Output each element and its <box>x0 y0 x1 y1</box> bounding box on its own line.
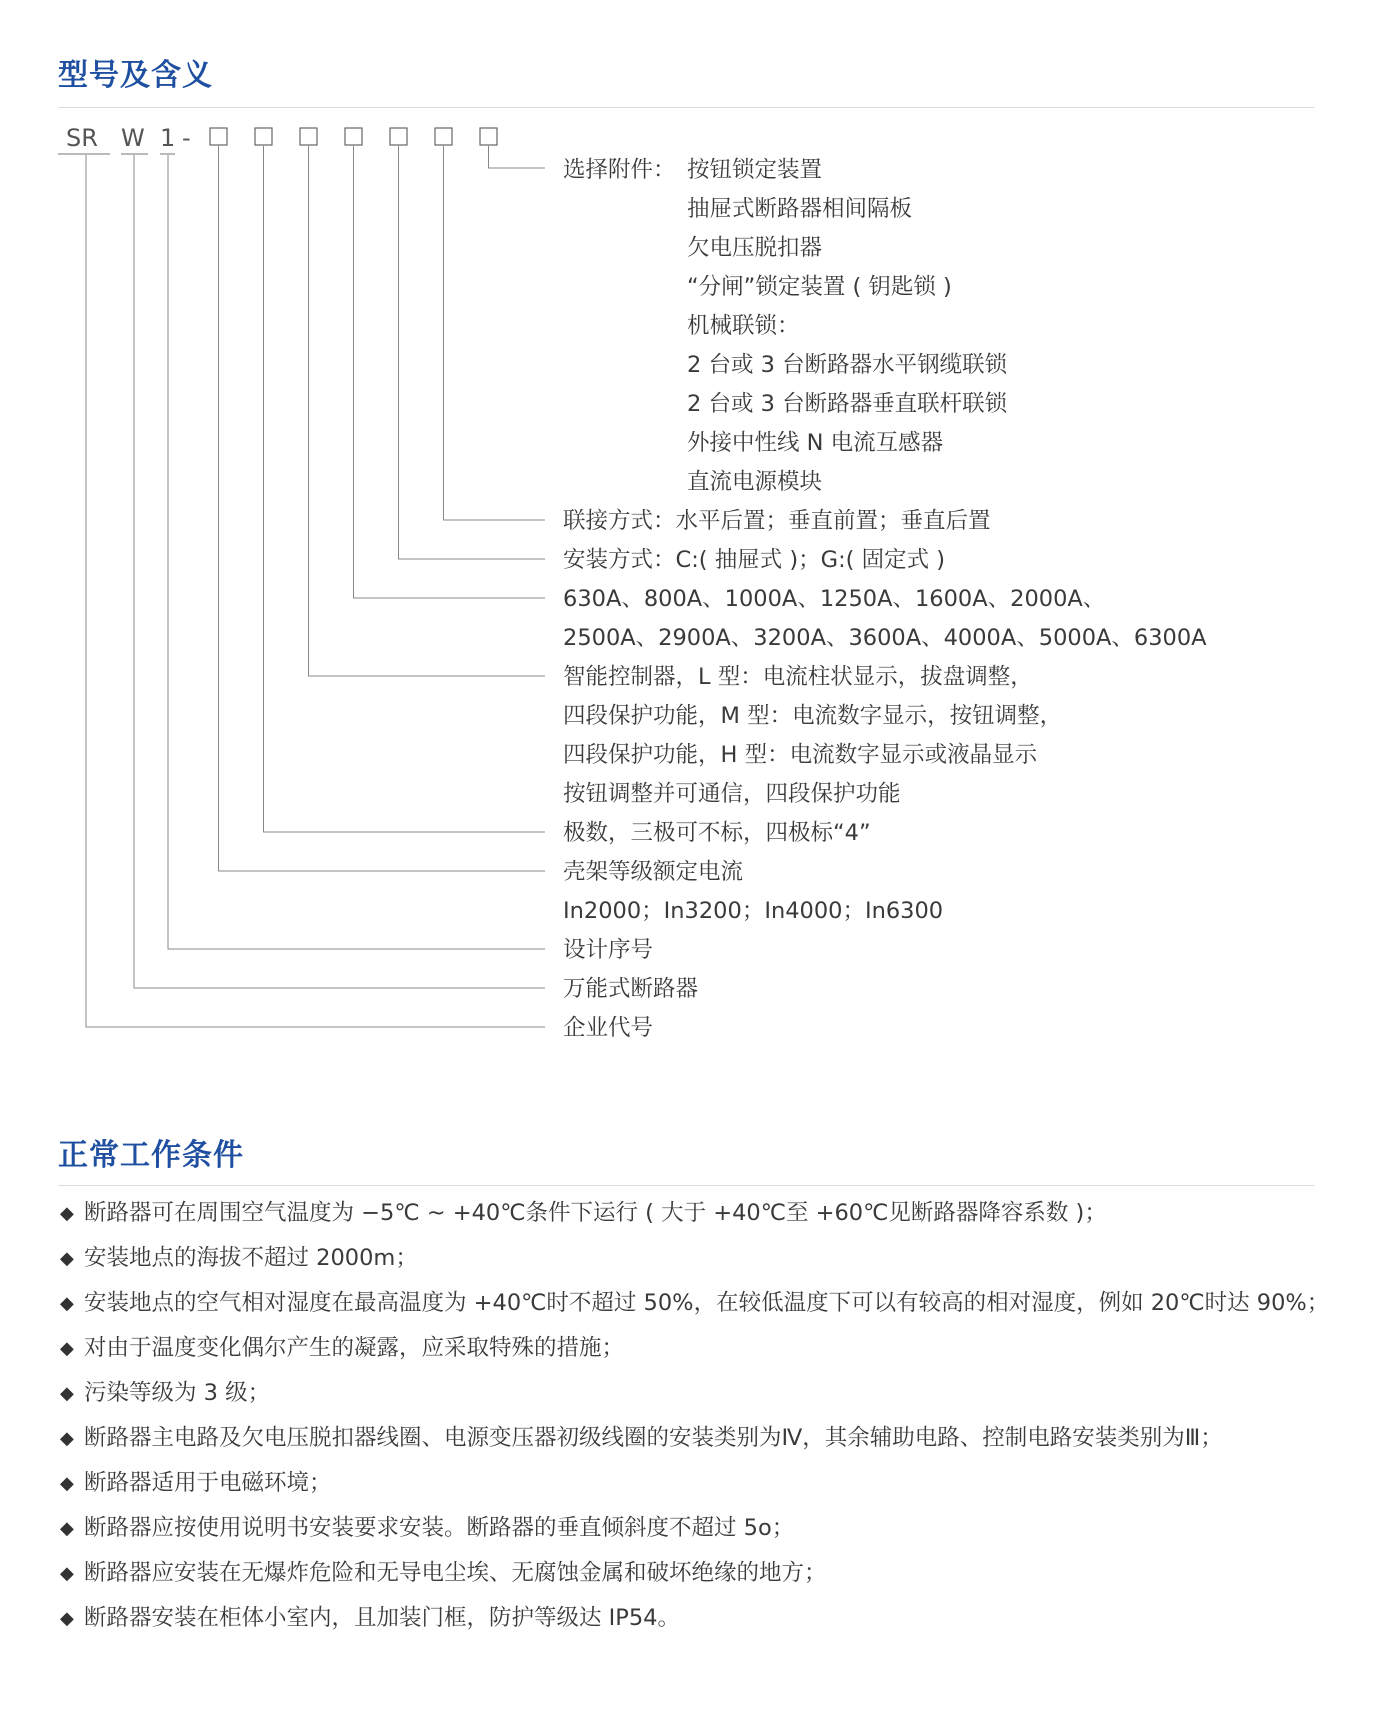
connector-line <box>309 146 546 676</box>
controller-line: 按钮调整并可通信，四段保护功能 <box>563 781 901 807</box>
code-box <box>390 128 407 145</box>
code-box <box>480 128 497 145</box>
frame-current-line: In2000；In3200；In4000；In6300 <box>563 898 944 924</box>
code-box <box>435 128 452 145</box>
diamond-bullet-icon: ◆ <box>60 1563 74 1584</box>
rated-current-line: 2500A、2900A、3200A、3600A、4000A、5000A、6300A <box>563 625 1207 651</box>
diamond-bullet-icon: ◆ <box>60 1203 74 1224</box>
code-prefix-w: W <box>121 124 145 152</box>
connector-line <box>444 146 546 520</box>
accessory-line: 直流电源模块 <box>687 469 823 495</box>
condition-item <box>60 1556 1330 1591</box>
diamond-bullet-icon: ◆ <box>60 1608 74 1629</box>
connector-line <box>168 155 545 949</box>
conditions-list <box>60 1196 1330 1646</box>
condition-text: 断路器应按使用说明书安装要求安装。断路器的垂直倾斜度不超过 5o； <box>84 1515 795 1541</box>
accessory-line: 机械联锁： <box>687 313 800 339</box>
connector-line <box>354 146 546 598</box>
condition-text: 断路器主电路及欠电压脱扣器线圈、电源变压器初级线圈的安装类别为Ⅳ，其余辅助电路、控制电路安装类别为Ⅲ； <box>84 1425 1223 1451</box>
accessory-line: 欠电压脱扣器 <box>687 235 823 261</box>
code-boxes <box>210 128 497 145</box>
code-prefix-dash: - <box>182 124 191 152</box>
code-box <box>210 128 227 145</box>
accessory-line: 抽屉式断路器相间隔板 <box>687 196 913 222</box>
condition-item <box>60 1466 1330 1501</box>
controller-line: 四段保护功能，H 型：电流数字显示或液晶显示 <box>563 742 1038 768</box>
poles-line: 极数，三极可不标，四极标“4” <box>563 820 871 846</box>
controller-line: 智能控制器，L 型：电流柱状显示，拔盘调整， <box>563 664 1033 690</box>
divider-conditions <box>58 1185 1314 1186</box>
accessory-line: “分闸”锁定装置 ( 钥匙锁 ) <box>687 274 952 300</box>
condition-text: 断路器应安装在无爆炸危险和无导电尘埃、无腐蚀金属和破坏绝缘的地方； <box>84 1560 827 1586</box>
connector-line <box>399 146 546 559</box>
accessory-label: 选择附件： <box>563 157 676 183</box>
accessory-line: 2 台或 3 台断路器水平钢缆联锁 <box>687 352 1008 378</box>
section-title-conditions: 正常工作条件 <box>58 1138 244 1173</box>
diamond-bullet-icon: ◆ <box>60 1248 74 1269</box>
connector-line <box>489 146 546 168</box>
code-box <box>345 128 362 145</box>
code-box <box>255 128 272 145</box>
connector-line <box>264 146 546 832</box>
accessory-line: 按钮锁定装置 <box>687 157 823 183</box>
diamond-bullet-icon: ◆ <box>60 1518 74 1539</box>
condition-item <box>60 1601 1330 1636</box>
diamond-bullet-icon: ◆ <box>60 1338 74 1359</box>
condition-item <box>60 1511 1330 1546</box>
code-prefix-sr: SR <box>66 124 98 152</box>
condition-item <box>60 1241 1330 1276</box>
design-serial: 设计序号 <box>563 937 654 963</box>
connector-line <box>134 155 545 988</box>
condition-text: 安装地点的海拔不超过 2000m； <box>84 1245 418 1271</box>
diamond-bullet-icon: ◆ <box>60 1383 74 1404</box>
connection-mode: 联接方式：水平后置；垂直前置；垂直后置 <box>563 508 991 534</box>
rated-current-line: 630A、800A、1000A、1250A、1600A、2000A、 <box>563 586 1106 612</box>
section-title-model: 型号及含义 <box>58 58 213 93</box>
code-box <box>300 128 317 145</box>
condition-text: 污染等级为 3 级； <box>84 1380 271 1406</box>
controller-line: 四段保护功能，M 型：电流数字显示，按钮调整， <box>563 703 1063 729</box>
accessory-line: 外接中性线 N 电流互感器 <box>687 430 944 456</box>
condition-text: 断路器可在周围空气温度为 −5℃ ~ +40℃条件下运行 ( 大于 +40℃至 +60℃见断路器降容系数 )； <box>84 1200 1107 1226</box>
condition-text: 断路器适用于电磁环境； <box>84 1470 332 1496</box>
model-items <box>563 157 1207 1041</box>
condition-text: 断路器安装在柜体小室内，且加装门框，防护等级达 IP54。 <box>84 1605 680 1631</box>
accessory-line: 2 台或 3 台断路器垂直联杆联锁 <box>687 391 1008 417</box>
company-code: 企业代号 <box>563 1015 654 1041</box>
connector-line <box>86 155 545 1027</box>
condition-item <box>60 1331 1330 1366</box>
diamond-bullet-icon: ◆ <box>60 1428 74 1449</box>
condition-item <box>60 1196 1330 1231</box>
breaker-type: 万能式断路器 <box>563 976 699 1002</box>
connector-lines <box>86 146 545 1027</box>
condition-item <box>60 1421 1330 1456</box>
connector-line <box>219 146 546 871</box>
condition-item <box>60 1286 1330 1321</box>
installation-mode: 安装方式：C:( 抽屉式 )；G:( 固定式 ) <box>563 547 946 573</box>
diamond-bullet-icon: ◆ <box>60 1293 74 1314</box>
code-prefix-1: 1 <box>160 124 176 152</box>
frame-current-line: 壳架等级额定电流 <box>563 859 744 885</box>
condition-item <box>60 1376 1330 1411</box>
diamond-bullet-icon: ◆ <box>60 1473 74 1494</box>
condition-text: 对由于温度变化偶尔产生的凝露，应采取特殊的措施； <box>84 1335 625 1361</box>
condition-text: 安装地点的空气相对湿度在最高温度为 +40℃时不超过 50%，在较低温度下可以有较高的相对湿度，例如 20℃时达 90%； <box>84 1290 1330 1316</box>
